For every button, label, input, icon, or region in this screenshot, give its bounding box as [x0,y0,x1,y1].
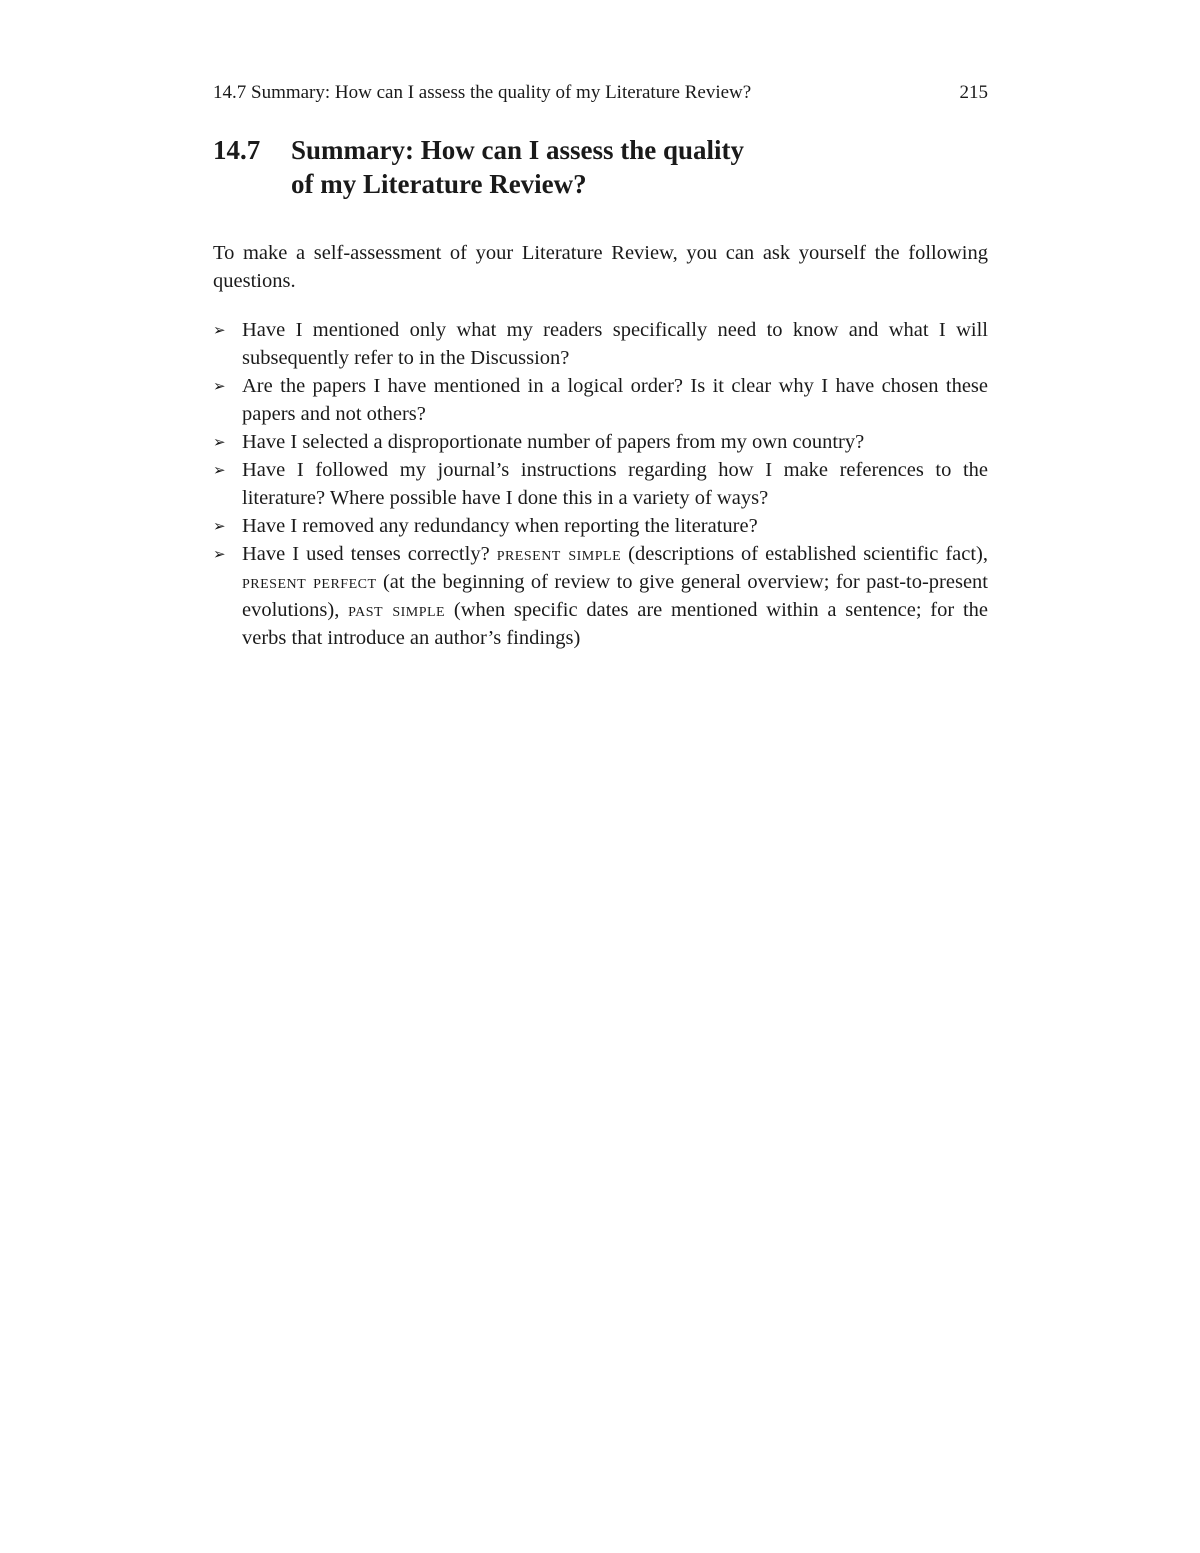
tense-description-3: (when specific dates are mentioned within a sentence; for the verbs that introduce an author’s findings) [242,598,988,649]
checklist-item-text: Have I removed any redundancy when reporting the literature? [242,514,758,537]
section-heading [213,133,988,201]
checklist-item-text: Have I mentioned only what my readers specifically need to know and what I will subsequently refer to in the Discussion? [242,318,988,369]
running-head-title: 14.7 Summary: How can I assess the quality of my Literature Review? [213,82,752,103]
arrowhead-bullet-icon: ➢ [213,376,226,395]
checklist-item-tenses [213,540,988,652]
tenses-lead-text: Have I used tenses correctly? [242,542,497,565]
tense-term-past-simple: past simple [348,598,446,621]
tense-description-2: (at the beginning of review to give general overview; for past-to-present evolutions), [242,570,988,621]
checklist-item [213,512,988,540]
checklist-item [213,316,988,372]
intro-paragraph: To make a self-assessment of your Literature Review, you can ask yourself the following questions. [213,242,988,292]
section-title-line-2: of my Literature Review? [291,169,587,199]
tense-description-1: (descriptions of established scientific fact), [621,542,988,565]
section-title [291,133,744,201]
book-page [213,78,988,652]
section-number: 14.7 [213,135,261,165]
arrowhead-bullet-icon: ➢ [213,432,226,451]
arrowhead-bullet-icon: ➢ [213,460,226,479]
arrowhead-bullet-icon: ➢ [213,320,226,339]
section-title-line-1: Summary: How can I assess the quality [291,135,745,165]
self-assessment-checklist [213,316,988,652]
tense-term-present-simple: present simple [496,542,622,565]
page-number: 215 [959,82,988,103]
arrowhead-bullet-icon: ➢ [213,544,226,563]
checklist-item [213,428,988,456]
checklist-item [213,372,988,428]
checklist-item-text: Have I selected a disproportionate number of papers from my own country? [242,430,865,453]
checklist-item [213,456,988,512]
running-head [213,78,988,108]
tense-term-present-perfect: present perfect [242,570,377,593]
checklist-item-text: Are the papers I have mentioned in a logical order? Is it clear why I have chosen these papers and not others? [242,374,988,425]
arrowhead-bullet-icon: ➢ [213,516,226,535]
checklist-item-text: Have I followed my journal’s instructions regarding how I make references to the literature? Where possible have I done this in a variety of ways? [242,458,988,509]
